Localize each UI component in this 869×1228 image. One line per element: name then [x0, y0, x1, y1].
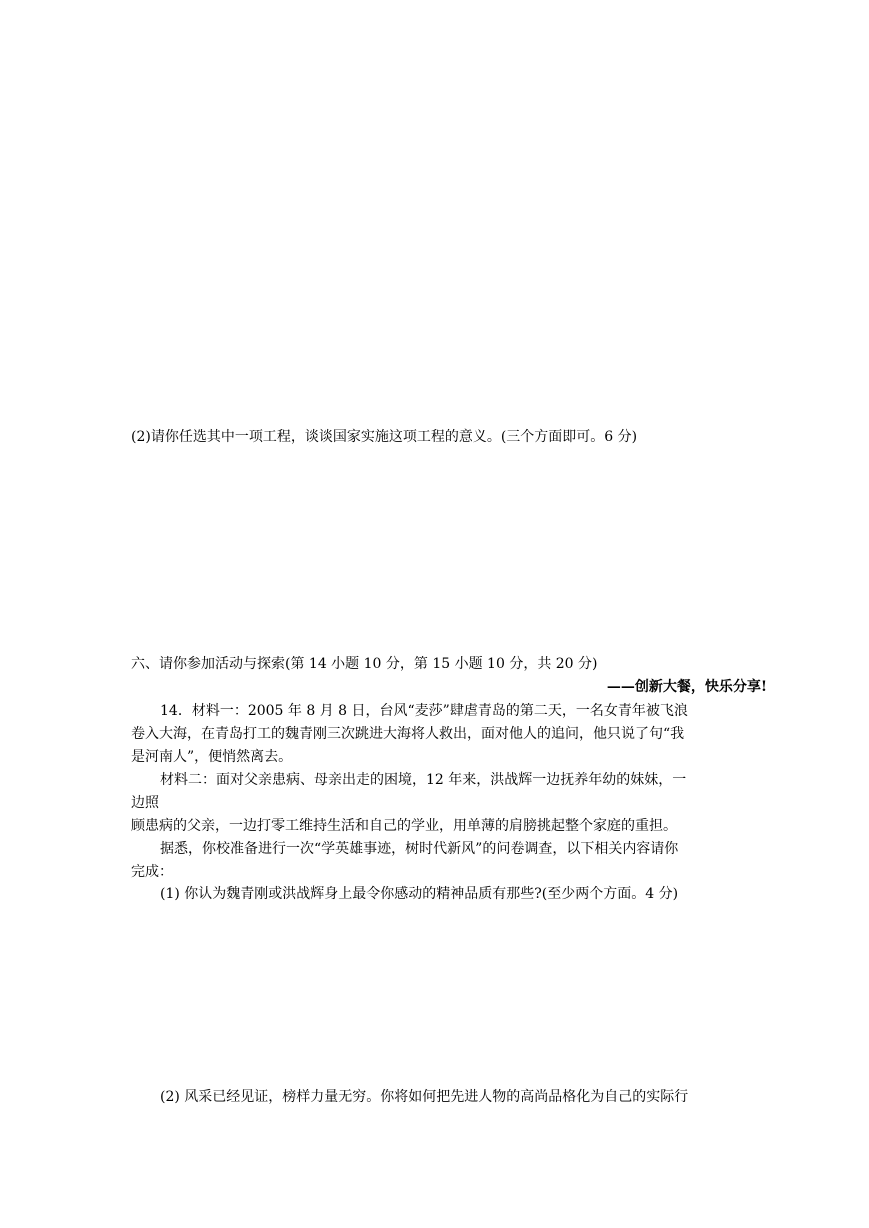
q14-material1-line-1: 14．材料一：2005 年 8 月 8 日，台风“麦莎”肆虐青岛的第二天，一名女青年被飞浪	[160, 703, 688, 719]
q14-intro-line-2: 完成：	[131, 864, 173, 880]
q14-material2-line-3: 顾患病的父亲，一边打零工维持生活和自己的学业，用单薄的肩膀挑起整个家庭的重担。	[131, 818, 677, 834]
q14-material1-line-3: 是河南人”，便悄然离去。	[131, 749, 293, 765]
q14-part-1: (1) 你认为魏青刚或洪战辉身上最令你感动的精神品质有那些?(至少两个方面。4 分)	[160, 886, 679, 902]
q14-material2-line-1: 材料二：面对父亲患病、母亲出走的困境，12 年来，洪战辉一边抚养年幼的妹妹，一	[160, 772, 687, 788]
q14-part-2: (2) 风采已经见证，榜样力量无穷。你将如何把先进人物的高尚品格化为自己的实际行	[160, 1089, 689, 1105]
q14-material2-line-2: 边照	[131, 795, 159, 811]
q14-intro-line-1: 据悉，你校准备进行一次“学英雄事迹，树时代新风”的问卷调查，以下相关内容请你	[160, 841, 679, 857]
question-13-part-2: (2)请你任选其中一项工程，谈谈国家实施这项工程的意义。(三个方面即可。6 分)	[131, 429, 638, 445]
q14-material1-line-2: 卷入大海，在青岛打工的魏青刚三次跳进大海将人救出，面对他人的追问，他只说了句“我	[131, 726, 685, 742]
section-6-heading: 六、请你参加活动与探索(第 14 小题 10 分，第 15 小题 10 分，共 20 分)	[131, 656, 598, 672]
section-6-slogan: ——创新大餐，快乐分享!	[606, 679, 767, 695]
